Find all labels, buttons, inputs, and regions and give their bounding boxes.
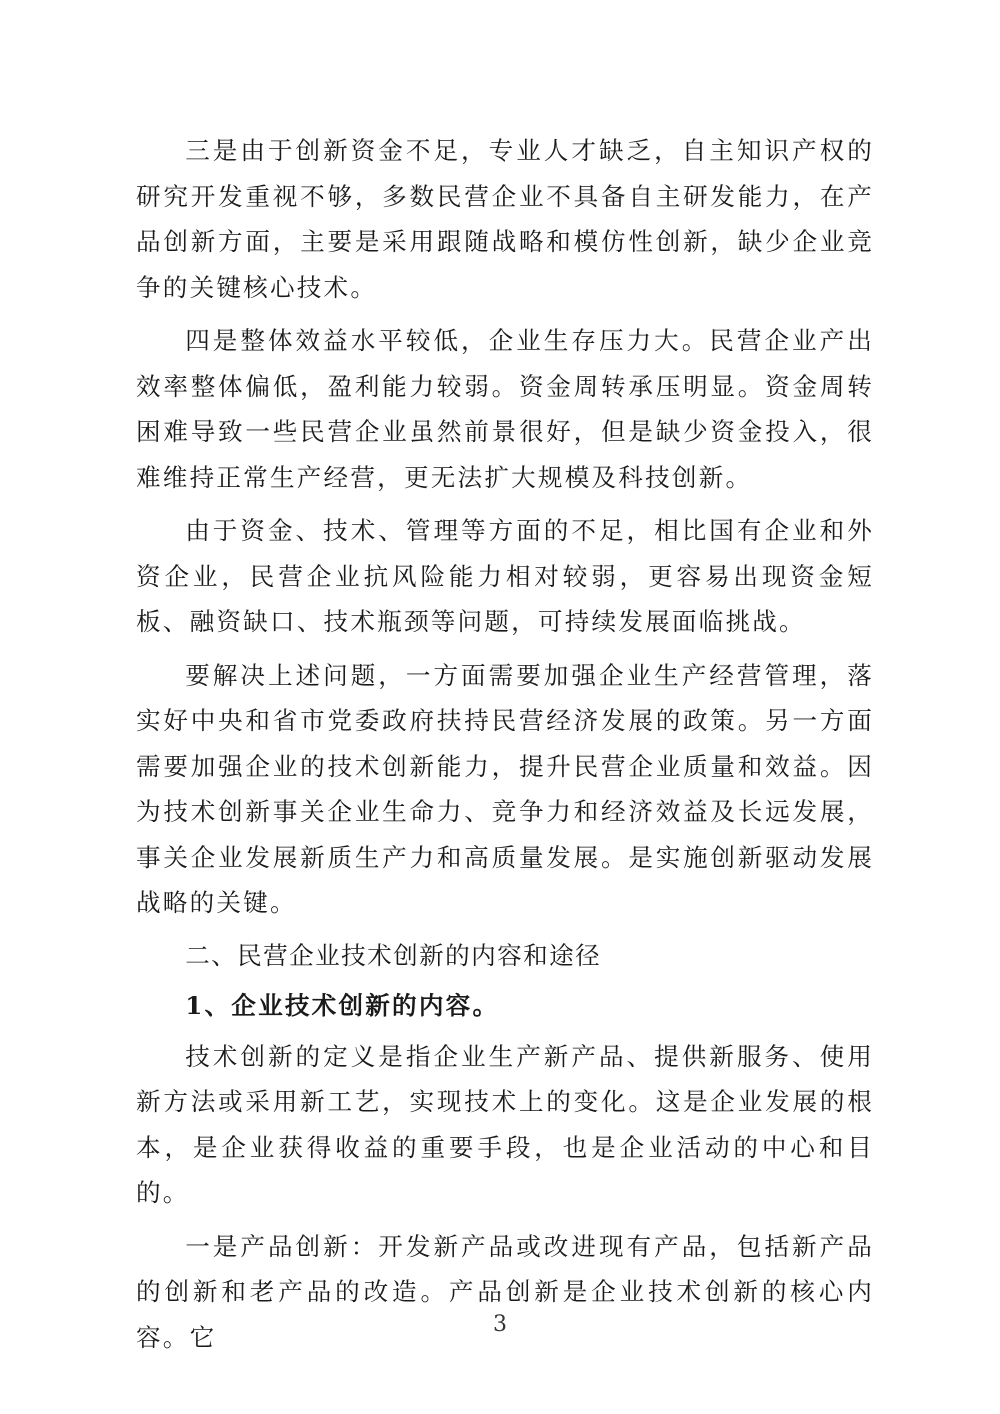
subsection-heading: 1、企业技术创新的内容。 <box>185 990 500 1020</box>
paragraph-innovation-definition: 技术创新的定义是指企业生产新产品、提供新服务、使用新方法或采用新工艺，实现技术上的变化。这是企业发展的根本，是企业获得收益的重要手段，也是企业活动的中心和目的。 <box>136 1041 874 1207</box>
paragraph-funding-shortage: 三是由于创新资金不足，专业人才缺乏，自主知识产权的研究开发重视不够，多数民营企业不具备自主研发能力，在产品创新方面，主要是采用跟随战略和模仿性创新，缺少企业竞争的关键核心技术。 <box>136 136 874 302</box>
paragraph-risk-resistance: 由于资金、技术、管理等方面的不足，相比国有企业和外资企业，民营企业抗风险能力相对较弱，更容易出现资金短板、融资缺口、技术瓶颈等问题，可持续发展面临挑战。 <box>136 516 874 636</box>
section-heading: 二、民营企业技术创新的内容和途径 <box>185 940 602 970</box>
paragraph-low-efficiency: 四是整体效益水平较低，企业生存压力大。民营企业产出效率整体偏低，盈利能力较弱。资金周转承压明显。资金周转困难导致一些民营企业虽然前景很好，但是缺少资金投入，很难维持正常生产经营，更无法扩大规模及科技创新。 <box>136 326 874 492</box>
document-page <box>136 128 874 1368</box>
paragraph-product-innovation: 一是产品创新：开发新产品或改进现有产品，包括新产品的创新和老产品的改造。产品创新是企业技术创新的核心内容。它 <box>136 1231 874 1352</box>
page-number: 3 <box>493 1312 507 1337</box>
paragraph-solution: 要解决上述问题，一方面需要加强企业生产经营管理，落实好中央和省市党委政府扶持民营经济发展的政策。另一方面需要加强企业的技术创新能力，提升民营企业质量和效益。因为技术创新事关企业生命力、竞争力和经济效益及长远发展，事关企业发展新质生产力和高质量发展。是实施创新驱动发展战略的关键。 <box>136 660 874 917</box>
